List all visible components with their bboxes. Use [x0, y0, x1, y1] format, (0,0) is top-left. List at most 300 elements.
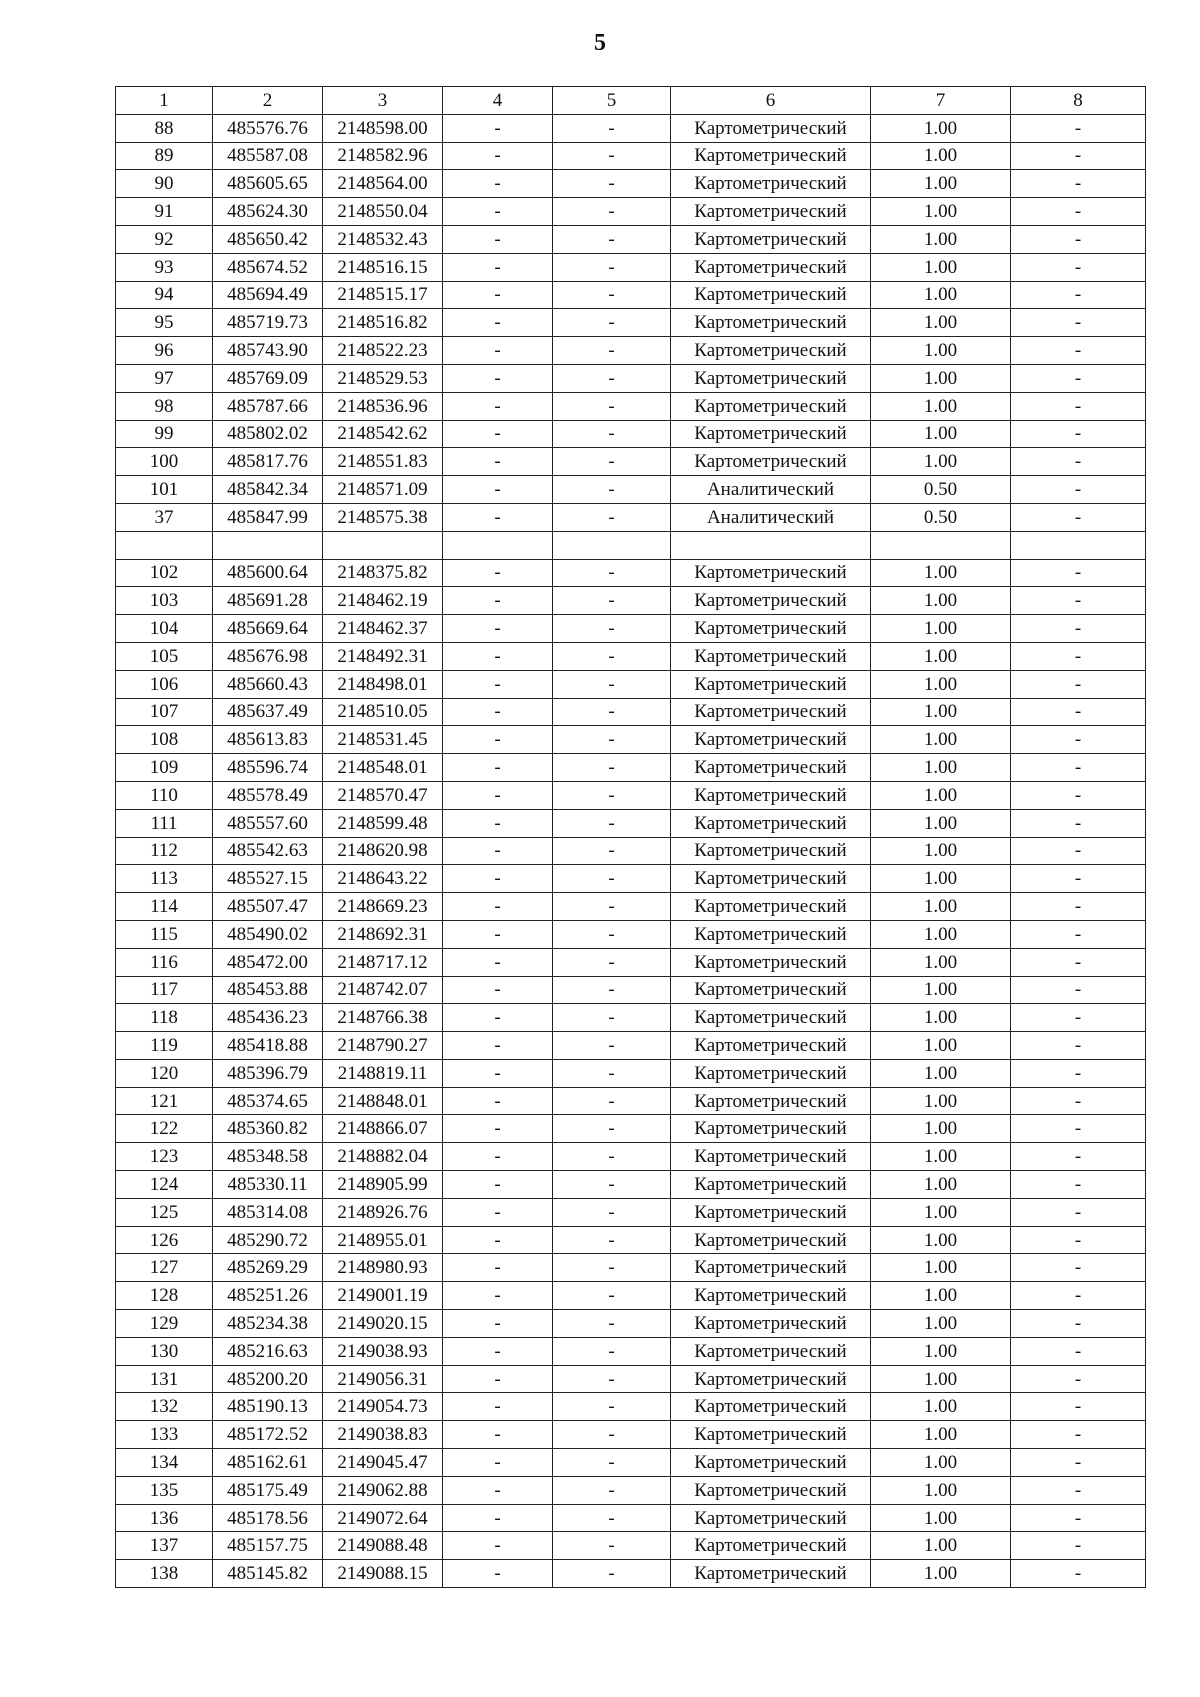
- x-coordinate-cell: 485269.29: [213, 1254, 323, 1282]
- x-coordinate-cell: 485542.63: [213, 837, 323, 865]
- column-5-cell: -: [553, 1476, 671, 1504]
- table-row: [116, 337, 1146, 365]
- table-row: [116, 1087, 1146, 1115]
- column-header: 4: [443, 87, 553, 115]
- column-8-cell: -: [1011, 1087, 1146, 1115]
- point-number-cell: 125: [116, 1198, 213, 1226]
- column-5-cell: -: [553, 1560, 671, 1588]
- table-row: [116, 1198, 1146, 1226]
- method-cell: Картометрический: [671, 142, 871, 170]
- column-5-cell: -: [553, 170, 671, 198]
- method-cell: Картометрический: [671, 281, 871, 309]
- point-number-cell: 113: [116, 865, 213, 893]
- y-coordinate-cell: 2149001.19: [323, 1282, 443, 1310]
- column-4-cell: -: [443, 1254, 553, 1282]
- column-4-cell: -: [443, 1004, 553, 1032]
- accuracy-cell: 1.00: [871, 698, 1011, 726]
- column-5-cell: -: [553, 337, 671, 365]
- point-number-cell: 116: [116, 948, 213, 976]
- column-5-cell: -: [553, 392, 671, 420]
- x-coordinate-cell: 485436.23: [213, 1004, 323, 1032]
- y-coordinate-cell: 2148980.93: [323, 1254, 443, 1282]
- x-coordinate-cell: 485200.20: [213, 1365, 323, 1393]
- column-5-cell: -: [553, 1198, 671, 1226]
- column-4-cell: -: [443, 1365, 553, 1393]
- accuracy-cell: 1.00: [871, 1171, 1011, 1199]
- method-cell: Картометрический: [671, 976, 871, 1004]
- table-row: [116, 142, 1146, 170]
- x-coordinate-cell: 485660.43: [213, 670, 323, 698]
- method-cell: Картометрический: [671, 225, 871, 253]
- column-5-cell: -: [553, 281, 671, 309]
- x-coordinate-cell: 485453.88: [213, 976, 323, 1004]
- point-number-cell: 93: [116, 253, 213, 281]
- column-4-cell: -: [443, 1087, 553, 1115]
- column-8-cell: -: [1011, 1198, 1146, 1226]
- accuracy-cell: 1.00: [871, 225, 1011, 253]
- column-4-cell: -: [443, 1115, 553, 1143]
- column-4-cell: -: [443, 225, 553, 253]
- point-number-cell: 114: [116, 893, 213, 921]
- accuracy-cell: 1.00: [871, 642, 1011, 670]
- table-row: [116, 1393, 1146, 1421]
- accuracy-cell: 1.00: [871, 920, 1011, 948]
- table-row: [116, 1504, 1146, 1532]
- column-header: 1: [116, 87, 213, 115]
- accuracy-cell: 1.00: [871, 1004, 1011, 1032]
- point-number-cell: 129: [116, 1310, 213, 1338]
- accuracy-cell: 1.00: [871, 1337, 1011, 1365]
- point-number-cell: 128: [116, 1282, 213, 1310]
- column-5-cell: -: [553, 615, 671, 643]
- x-coordinate-cell: 485817.76: [213, 448, 323, 476]
- x-coordinate-cell: 485251.26: [213, 1282, 323, 1310]
- column-5-cell: -: [553, 476, 671, 504]
- y-coordinate-cell: 2149038.83: [323, 1421, 443, 1449]
- method-cell: Картометрический: [671, 1059, 871, 1087]
- column-8-cell: -: [1011, 1476, 1146, 1504]
- column-8-cell: -: [1011, 1004, 1146, 1032]
- method-cell: Картометрический: [671, 865, 871, 893]
- table-row: [116, 948, 1146, 976]
- x-coordinate-cell: 485694.49: [213, 281, 323, 309]
- method-cell: Картометрический: [671, 1282, 871, 1310]
- y-coordinate-cell: 2148766.38: [323, 1004, 443, 1032]
- accuracy-cell: 0.50: [871, 476, 1011, 504]
- column-4-cell: -: [443, 809, 553, 837]
- column-4-cell: -: [443, 1449, 553, 1477]
- y-coordinate-cell: [323, 531, 443, 559]
- column-8-cell: -: [1011, 1226, 1146, 1254]
- method-cell: Картометрический: [671, 615, 871, 643]
- accuracy-cell: 1.00: [871, 309, 1011, 337]
- x-coordinate-cell: 485769.09: [213, 364, 323, 392]
- column-header: 8: [1011, 87, 1146, 115]
- point-number-cell: 98: [116, 392, 213, 420]
- column-5-cell: -: [553, 114, 671, 142]
- y-coordinate-cell: 2148542.62: [323, 420, 443, 448]
- point-number-cell: 123: [116, 1143, 213, 1171]
- y-coordinate-cell: 2148536.96: [323, 392, 443, 420]
- column-4-cell: -: [443, 698, 553, 726]
- x-coordinate-cell: 485490.02: [213, 920, 323, 948]
- column-4-cell: -: [443, 170, 553, 198]
- column-8-cell: -: [1011, 1282, 1146, 1310]
- table-row: [116, 1004, 1146, 1032]
- method-cell: Картометрический: [671, 1532, 871, 1560]
- column-5-cell: -: [553, 976, 671, 1004]
- column-5-cell: -: [553, 1337, 671, 1365]
- column-5-cell: -: [553, 1393, 671, 1421]
- accuracy-cell: 1.00: [871, 809, 1011, 837]
- point-number-cell: 117: [116, 976, 213, 1004]
- x-coordinate-cell: 485418.88: [213, 1032, 323, 1060]
- y-coordinate-cell: 2148926.76: [323, 1198, 443, 1226]
- method-cell: Картометрический: [671, 698, 871, 726]
- table-row: [116, 1365, 1146, 1393]
- column-5-cell: -: [553, 754, 671, 782]
- column-4-cell: -: [443, 1421, 553, 1449]
- column-5-cell: -: [553, 1449, 671, 1477]
- table-row: [116, 1032, 1146, 1060]
- method-cell: Картометрический: [671, 1560, 871, 1588]
- table-row: [116, 1532, 1146, 1560]
- column-4-cell: -: [443, 559, 553, 587]
- point-number-cell: 132: [116, 1393, 213, 1421]
- accuracy-cell: 1.00: [871, 448, 1011, 476]
- column-5-cell: -: [553, 1254, 671, 1282]
- column-8-cell: -: [1011, 754, 1146, 782]
- column-8-cell: -: [1011, 1143, 1146, 1171]
- table-row: [116, 1337, 1146, 1365]
- accuracy-cell: 1.00: [871, 615, 1011, 643]
- column-5-cell: -: [553, 642, 671, 670]
- x-coordinate-cell: 485578.49: [213, 781, 323, 809]
- table-row: [116, 781, 1146, 809]
- x-coordinate-cell: 485576.76: [213, 114, 323, 142]
- point-number-cell: 119: [116, 1032, 213, 1060]
- column-8-cell: -: [1011, 893, 1146, 921]
- x-coordinate-cell: 485396.79: [213, 1059, 323, 1087]
- column-4-cell: -: [443, 837, 553, 865]
- accuracy-cell: 1.00: [871, 781, 1011, 809]
- y-coordinate-cell: 2148848.01: [323, 1087, 443, 1115]
- column-8-cell: -: [1011, 225, 1146, 253]
- method-cell: Картометрический: [671, 309, 871, 337]
- x-coordinate-cell: 485587.08: [213, 142, 323, 170]
- point-number-cell: 120: [116, 1059, 213, 1087]
- accuracy-cell: 1.00: [871, 1421, 1011, 1449]
- method-cell: Картометрический: [671, 1087, 871, 1115]
- column-4-cell: -: [443, 976, 553, 1004]
- column-4-cell: -: [443, 392, 553, 420]
- y-coordinate-cell: 2148575.38: [323, 503, 443, 531]
- table-row: [116, 1115, 1146, 1143]
- column-4-cell: -: [443, 726, 553, 754]
- column-8-cell: -: [1011, 642, 1146, 670]
- x-coordinate-cell: 485847.99: [213, 503, 323, 531]
- point-number-cell: 118: [116, 1004, 213, 1032]
- table-row: [116, 670, 1146, 698]
- column-5-cell: -: [553, 1532, 671, 1560]
- point-number-cell: 107: [116, 698, 213, 726]
- table-header-row: [116, 87, 1146, 115]
- accuracy-cell: 1.00: [871, 1504, 1011, 1532]
- method-cell: Картометрический: [671, 1393, 871, 1421]
- accuracy-cell: 1.00: [871, 114, 1011, 142]
- column-8-cell: -: [1011, 1032, 1146, 1060]
- table-row: [116, 1449, 1146, 1477]
- x-coordinate-cell: 485145.82: [213, 1560, 323, 1588]
- column-8-cell: -: [1011, 1310, 1146, 1338]
- point-number-cell: 90: [116, 170, 213, 198]
- x-coordinate-cell: 485674.52: [213, 253, 323, 281]
- table-row: [116, 198, 1146, 226]
- table-row: [116, 837, 1146, 865]
- column-8-cell: -: [1011, 1365, 1146, 1393]
- table-row: [116, 253, 1146, 281]
- method-cell: Картометрический: [671, 114, 871, 142]
- method-cell: Картометрический: [671, 1032, 871, 1060]
- point-number-cell: 99: [116, 420, 213, 448]
- column-8-cell: -: [1011, 448, 1146, 476]
- y-coordinate-cell: 2148717.12: [323, 948, 443, 976]
- point-number-cell: 102: [116, 559, 213, 587]
- accuracy-cell: 1.00: [871, 1198, 1011, 1226]
- y-coordinate-cell: 2148571.09: [323, 476, 443, 504]
- accuracy-cell: 1.00: [871, 1226, 1011, 1254]
- y-coordinate-cell: 2148462.19: [323, 587, 443, 615]
- column-4-cell: -: [443, 1171, 553, 1199]
- y-coordinate-cell: 2149054.73: [323, 1393, 443, 1421]
- point-number-cell: 133: [116, 1421, 213, 1449]
- column-5-cell: -: [553, 698, 671, 726]
- column-5-cell: -: [553, 1282, 671, 1310]
- y-coordinate-cell: 2149020.15: [323, 1310, 443, 1338]
- x-coordinate-cell: 485157.75: [213, 1532, 323, 1560]
- point-number-cell: 104: [116, 615, 213, 643]
- column-4-cell: -: [443, 893, 553, 921]
- column-8-cell: -: [1011, 1421, 1146, 1449]
- x-coordinate-cell: 485314.08: [213, 1198, 323, 1226]
- column-8-cell: -: [1011, 559, 1146, 587]
- method-cell: Картометрический: [671, 1226, 871, 1254]
- y-coordinate-cell: 2148582.96: [323, 142, 443, 170]
- column-8-cell: -: [1011, 837, 1146, 865]
- column-header: 2: [213, 87, 323, 115]
- column-8-cell: -: [1011, 781, 1146, 809]
- column-8-cell: -: [1011, 253, 1146, 281]
- method-cell: Картометрический: [671, 1171, 871, 1199]
- table-row: [116, 920, 1146, 948]
- column-4-cell: -: [443, 364, 553, 392]
- column-4-cell: -: [443, 1532, 553, 1560]
- accuracy-cell: 1.00: [871, 198, 1011, 226]
- y-coordinate-cell: 2148516.82: [323, 309, 443, 337]
- column-5-cell: -: [553, 420, 671, 448]
- y-coordinate-cell: 2149045.47: [323, 1449, 443, 1477]
- method-cell: Картометрический: [671, 559, 871, 587]
- x-coordinate-cell: 485472.00: [213, 948, 323, 976]
- column-5-cell: -: [553, 559, 671, 587]
- column-4-cell: -: [443, 754, 553, 782]
- table-row: [116, 364, 1146, 392]
- table-row: [116, 448, 1146, 476]
- method-cell: Картометрический: [671, 170, 871, 198]
- x-coordinate-cell: 485787.66: [213, 392, 323, 420]
- point-number-cell: 105: [116, 642, 213, 670]
- y-coordinate-cell: 2148375.82: [323, 559, 443, 587]
- x-coordinate-cell: 485650.42: [213, 225, 323, 253]
- point-number-cell: 103: [116, 587, 213, 615]
- x-coordinate-cell: 485557.60: [213, 809, 323, 837]
- point-number-cell: 131: [116, 1365, 213, 1393]
- accuracy-cell: 1.00: [871, 1365, 1011, 1393]
- table-row: [116, 726, 1146, 754]
- accuracy-cell: 1.00: [871, 1059, 1011, 1087]
- y-coordinate-cell: 2148564.00: [323, 170, 443, 198]
- y-coordinate-cell: 2148522.23: [323, 337, 443, 365]
- x-coordinate-cell: 485605.65: [213, 170, 323, 198]
- column-8-cell: -: [1011, 114, 1146, 142]
- column-8-cell: -: [1011, 726, 1146, 754]
- method-cell: Картометрический: [671, 642, 871, 670]
- method-cell: Картометрический: [671, 392, 871, 420]
- column-8-cell: -: [1011, 615, 1146, 643]
- y-coordinate-cell: 2148599.48: [323, 809, 443, 837]
- point-number-cell: 130: [116, 1337, 213, 1365]
- y-coordinate-cell: 2148550.04: [323, 198, 443, 226]
- y-coordinate-cell: 2148882.04: [323, 1143, 443, 1171]
- point-number-cell: 92: [116, 225, 213, 253]
- method-cell: Картометрический: [671, 1421, 871, 1449]
- accuracy-cell: 1.00: [871, 1476, 1011, 1504]
- accuracy-cell: 1.00: [871, 420, 1011, 448]
- x-coordinate-cell: 485374.65: [213, 1087, 323, 1115]
- accuracy-cell: 1.00: [871, 1254, 1011, 1282]
- table-row: [116, 476, 1146, 504]
- column-4-cell: -: [443, 198, 553, 226]
- column-header: 7: [871, 87, 1011, 115]
- x-coordinate-cell: 485596.74: [213, 754, 323, 782]
- table-row: [116, 976, 1146, 1004]
- point-number-cell: 115: [116, 920, 213, 948]
- x-coordinate-cell: 485624.30: [213, 198, 323, 226]
- column-8-cell: -: [1011, 865, 1146, 893]
- column-8-cell: -: [1011, 1449, 1146, 1477]
- point-number-cell: 95: [116, 309, 213, 337]
- method-cell: Картометрический: [671, 726, 871, 754]
- column-5-cell: -: [553, 253, 671, 281]
- method-cell: Картометрический: [671, 1004, 871, 1032]
- table-row: [116, 1171, 1146, 1199]
- point-number-cell: 138: [116, 1560, 213, 1588]
- coordinates-table: [115, 86, 1146, 1588]
- method-cell: Картометрический: [671, 587, 871, 615]
- method-cell: Картометрический: [671, 781, 871, 809]
- column-5-cell: -: [553, 1004, 671, 1032]
- accuracy-cell: 1.00: [871, 364, 1011, 392]
- table-row: [116, 809, 1146, 837]
- column-5-cell: -: [553, 587, 671, 615]
- column-4-cell: -: [443, 281, 553, 309]
- point-number-cell: 110: [116, 781, 213, 809]
- x-coordinate-cell: 485613.83: [213, 726, 323, 754]
- y-coordinate-cell: 2149062.88: [323, 1476, 443, 1504]
- y-coordinate-cell: 2148955.01: [323, 1226, 443, 1254]
- y-coordinate-cell: 2148462.37: [323, 615, 443, 643]
- method-cell: Картометрический: [671, 253, 871, 281]
- column-5-cell: -: [553, 1226, 671, 1254]
- point-number-cell: 127: [116, 1254, 213, 1282]
- accuracy-cell: 1.00: [871, 337, 1011, 365]
- column-4-cell: -: [443, 1476, 553, 1504]
- accuracy-cell: 1.00: [871, 1032, 1011, 1060]
- point-number-cell: 100: [116, 448, 213, 476]
- point-number-cell: 134: [116, 1449, 213, 1477]
- accuracy-cell: 1.00: [871, 170, 1011, 198]
- table-row: [116, 559, 1146, 587]
- table-row: [116, 1421, 1146, 1449]
- point-number-cell: 126: [116, 1226, 213, 1254]
- accuracy-cell: 1.00: [871, 1143, 1011, 1171]
- column-4-cell: -: [443, 253, 553, 281]
- column-4-cell: -: [443, 781, 553, 809]
- method-cell: Картометрический: [671, 837, 871, 865]
- point-number-cell: [116, 531, 213, 559]
- x-coordinate-cell: 485527.15: [213, 865, 323, 893]
- method-cell: Картометрический: [671, 920, 871, 948]
- point-number-cell: 122: [116, 1115, 213, 1143]
- column-8-cell: -: [1011, 337, 1146, 365]
- x-coordinate-cell: 485348.58: [213, 1143, 323, 1171]
- table-row: [116, 225, 1146, 253]
- column-4-cell: -: [443, 1560, 553, 1588]
- method-cell: Картометрический: [671, 1198, 871, 1226]
- y-coordinate-cell: 2148866.07: [323, 1115, 443, 1143]
- x-coordinate-cell: 485290.72: [213, 1226, 323, 1254]
- accuracy-cell: 1.00: [871, 1532, 1011, 1560]
- column-4-cell: -: [443, 865, 553, 893]
- point-number-cell: 111: [116, 809, 213, 837]
- method-cell: Картометрический: [671, 1254, 871, 1282]
- column-5-cell: -: [553, 1032, 671, 1060]
- table-row: [116, 754, 1146, 782]
- point-number-cell: 136: [116, 1504, 213, 1532]
- table-row: [116, 1282, 1146, 1310]
- accuracy-cell: 1.00: [871, 976, 1011, 1004]
- column-8-cell: -: [1011, 920, 1146, 948]
- column-5-cell: -: [553, 1504, 671, 1532]
- y-coordinate-cell: 2148742.07: [323, 976, 443, 1004]
- column-8-cell: [1011, 531, 1146, 559]
- y-coordinate-cell: 2148598.00: [323, 114, 443, 142]
- column-8-cell: -: [1011, 698, 1146, 726]
- column-5-cell: -: [553, 364, 671, 392]
- column-4-cell: -: [443, 948, 553, 976]
- table-body: [116, 114, 1146, 1587]
- method-cell: Картометрический: [671, 198, 871, 226]
- table-row: [116, 1254, 1146, 1282]
- y-coordinate-cell: 2148551.83: [323, 448, 443, 476]
- y-coordinate-cell: 2148570.47: [323, 781, 443, 809]
- column-header: 6: [671, 87, 871, 115]
- column-8-cell: -: [1011, 420, 1146, 448]
- column-5-cell: -: [553, 726, 671, 754]
- column-8-cell: -: [1011, 198, 1146, 226]
- column-4-cell: -: [443, 1337, 553, 1365]
- method-cell: Картометрический: [671, 948, 871, 976]
